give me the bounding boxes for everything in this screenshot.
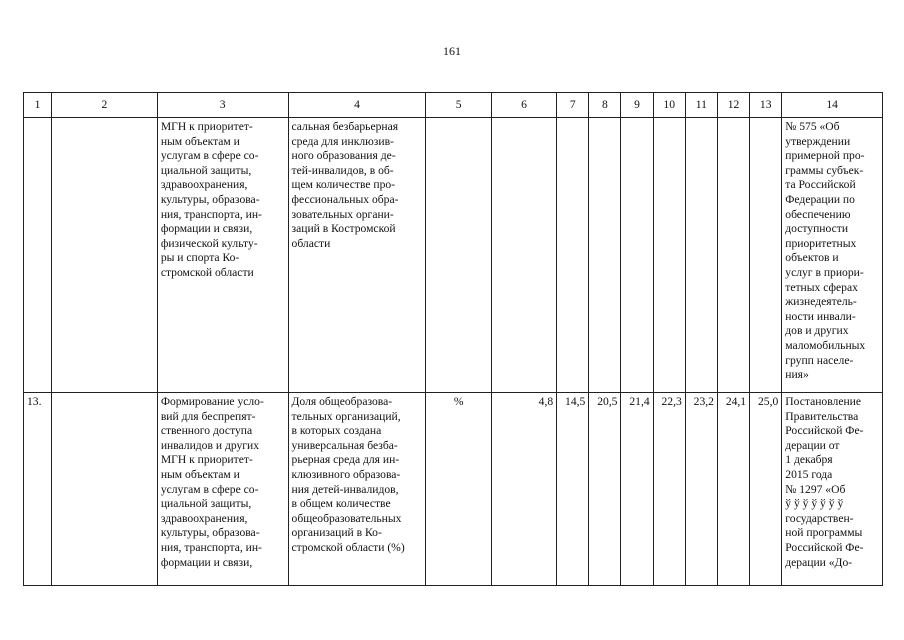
base-value-cell [491, 118, 556, 393]
value-cell [653, 118, 685, 393]
header-col-3: 3 [157, 93, 288, 118]
value-cell [750, 118, 782, 393]
cell-col-2 [52, 118, 158, 393]
value-cell [589, 118, 621, 393]
header-col-1: 1 [24, 93, 52, 118]
header-col-6: 6 [491, 93, 556, 118]
value-cell [557, 118, 589, 393]
value-cell [717, 118, 749, 393]
row-number-cell: 13. [24, 393, 52, 586]
header-col-4: 4 [288, 93, 426, 118]
base-value-cell: 4,8 [491, 393, 556, 586]
value-cell: 23,2 [685, 393, 717, 586]
value-cell: 21,4 [621, 393, 653, 586]
source-document-cell: Постановление Правительства Российской Фе- дерации от 1 декабря 2015 года № 1297 «Об ў ў ў ў ў ў ў государствен- ной программы Российской Фе- дерации «До- [782, 393, 883, 586]
source-document-cell: № 575 «Об утверждении примерной про- граммы субъек- та Российской Федерации по обеспечению доступности приоритетных объектов и услуг в приори- тетных сферах жизнедеятель- ности инвали- дов и других маломобильных групп населе- ния» [782, 118, 883, 393]
header-col-8: 8 [589, 93, 621, 118]
unit-cell: % [426, 393, 491, 586]
value-cell [685, 118, 717, 393]
table-row [24, 118, 883, 393]
value-cell: 20,5 [589, 393, 621, 586]
unit-cell [426, 118, 491, 393]
indicator-table [23, 92, 883, 586]
value-cell [621, 118, 653, 393]
header-col-9: 9 [621, 93, 653, 118]
value-cell: 24,1 [717, 393, 749, 586]
header-col-14: 14 [782, 93, 883, 118]
header-col-7: 7 [557, 93, 589, 118]
header-col-13: 13 [750, 93, 782, 118]
value-cell: 14,5 [557, 393, 589, 586]
header-col-5: 5 [426, 93, 491, 118]
value-cell: 22,3 [653, 393, 685, 586]
header-col-10: 10 [653, 93, 685, 118]
cell-col-2 [52, 393, 158, 586]
indicator-name-cell: Доля общеобразова- тельных организаций, в которых создана универсальная безба- рьерная среда для ин- клюзивного образова- ния детей-инвалидов, в общем количестве общеобразовательных организаций в Ко- стромской области (%) [288, 393, 426, 586]
measure-description-cell: МГН к приоритет- ным объектам и услугам в сфере со- циальной защиты, здравоохранения, культуры, образова- ния, транспорта, ин- формации и связи, физической культу- ры и спорта Ко- стромской области [157, 118, 288, 393]
header-col-11: 11 [685, 93, 717, 118]
header-col-12: 12 [717, 93, 749, 118]
measure-description-cell: Формирование усло- вий для беспрепят- ственного доступа инвалидов и других МГН к приоритет- ным объектам и услугам в сфере со- циальной защиты, здравоохранения, культуры, образова- ния, транспорта, ин- формации и связи, [157, 393, 288, 586]
header-row [24, 93, 883, 118]
indicator-name-cell: сальная безбарьерная среда для инклюзив- ного образования де- тей-инвалидов, в об- щем количестве про- фессиональных обра- зовательных органи- заций в Костромской области [288, 118, 426, 393]
table-row [24, 393, 883, 586]
header-col-2: 2 [52, 93, 158, 118]
value-cell: 25,0 [750, 393, 782, 586]
page-number: 161 [443, 44, 461, 58]
row-number-cell [24, 118, 52, 393]
